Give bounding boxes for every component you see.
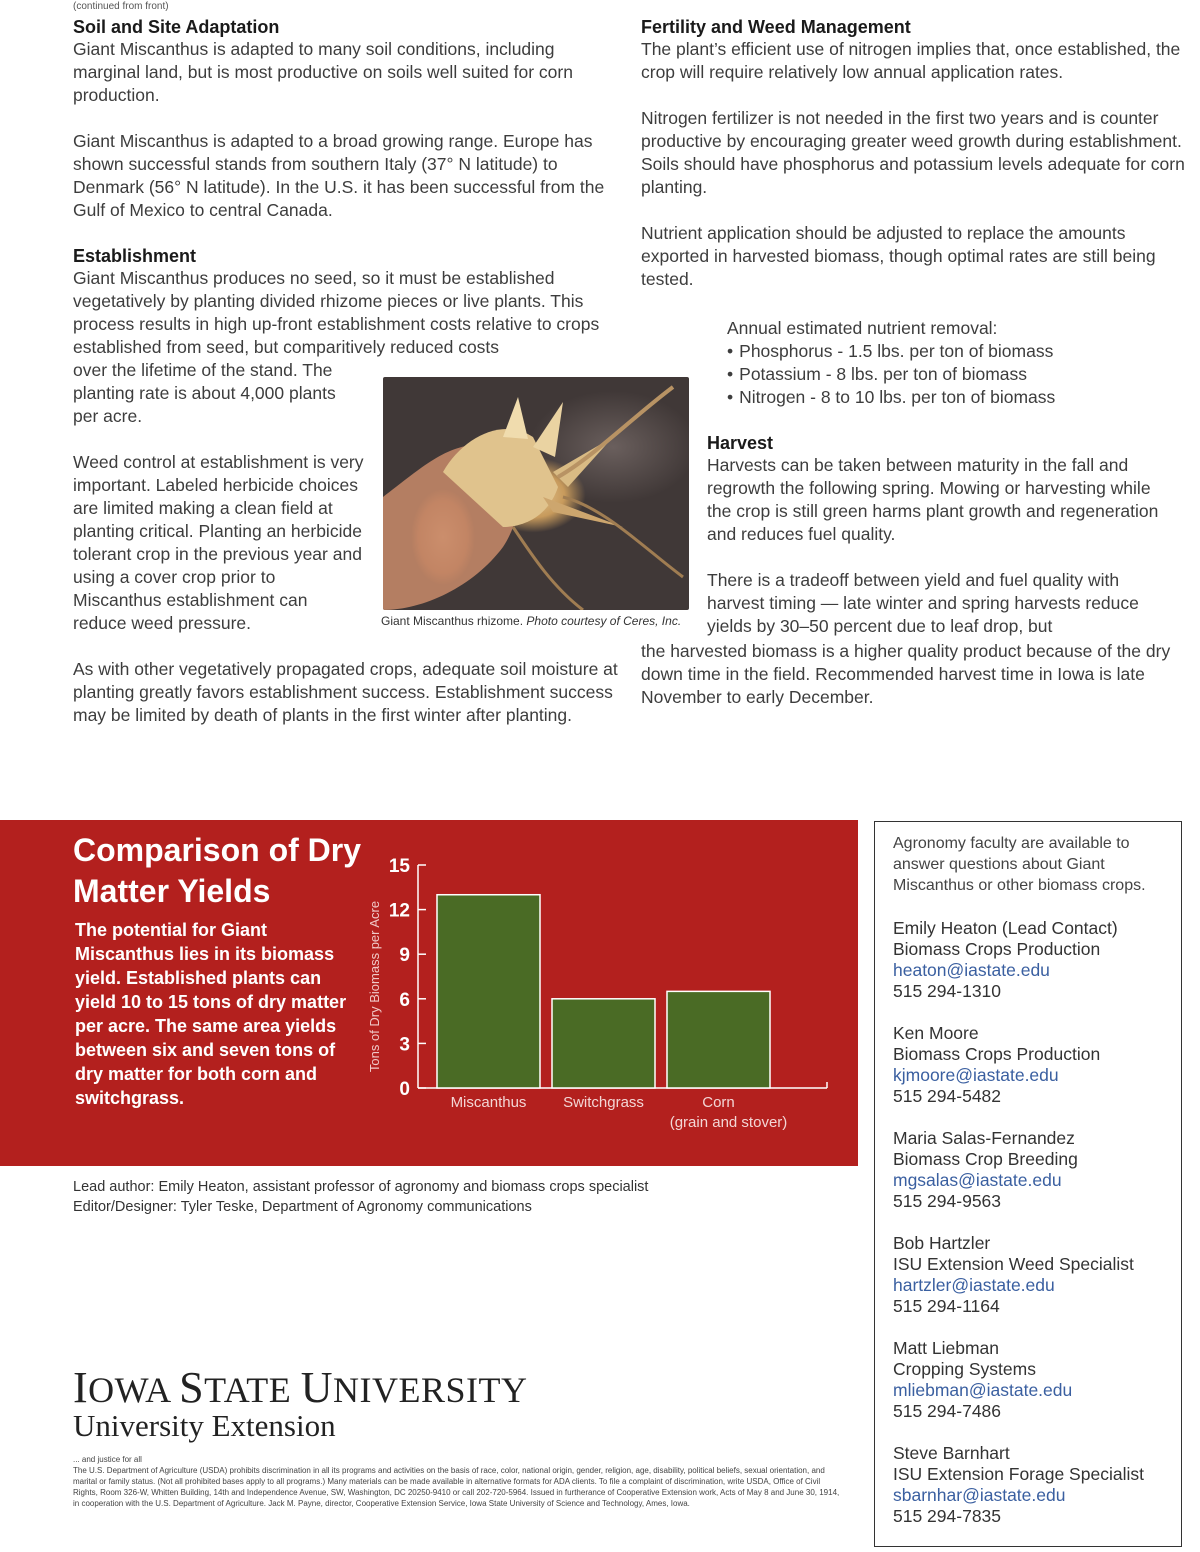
legal-tagline: ... and justice for all [73,1455,142,1464]
contact-email[interactable]: heaton@iastate.edu [893,960,1050,980]
fertility-paragraph-1: The plant’s efficient use of nitrogen implies that, once established, the crop will require relatively low annual application rates. [641,39,1181,82]
contact-card [893,1023,1178,1107]
logo-letters: OWA [88,1370,180,1410]
fertility-paragraph-2: Nitrogen fertilizer is not needed in the first two years and is counter productive by encouraging greater weed growth during establishment. Soils should have phosphorus and potassium levels adequate for corn planting. [641,108,1185,197]
establishment-paragraph-1b: over the lifetime of the stand. The planting rate is about 4,000 plants per acre. [73,360,336,426]
y-tick-label: 3 [399,1034,410,1056]
contact-name: Ken Moore [893,1023,979,1043]
nutrient-list [727,340,1055,409]
establishment-paragraph-1a: Giant Miscanthus produces no seed, so it must be established vegetatively by planting divided rhizome pieces or live plants. This process results in high up-front establishment costs relative to crops established from seed, but comparitively reduced costs [73,268,600,357]
x-category-label: Corn [702,1094,735,1111]
bar [552,999,655,1088]
contact-role: ISU Extension Weed Specialist [893,1254,1134,1274]
contact-name: Emily Heaton (Lead Contact) [893,918,1118,938]
contact-phone: 515 294-1164 [893,1296,1000,1316]
contact-role: Biomass Crops Production [893,1044,1101,1064]
editor-designer: Editor/Designer: Tyler Teske, Department of Agronomy communications [73,1199,532,1215]
contact-phone: 515 294-1310 [893,981,1002,1001]
banner-title: Comparison of Dry Matter Yields [73,832,362,909]
logo-letter: U [300,1363,334,1412]
logo-letters: TATE [204,1370,301,1410]
bar [437,895,540,1088]
rhizome-photo [383,377,689,610]
logo-letters: NIVERSITY [333,1370,528,1410]
soil-paragraph-2: Giant Miscanthus is adapted to a broad growing range. Europe has shown successful stands from southern Italy (37° N latitude) to Denmark (56° N latitude). In the U.S. it has been successful from the Gulf of Mexico to central Canada. [73,131,605,220]
establishment-paragraph-3: As with other vegetatively propagated crops, adequate soil moisture at planting greatly favors establishment success. Establishment success may be limited by death of plants in the first winter after planting. [73,659,618,725]
fertility-paragraph-3: Nutrient application should be adjusted to replace the amounts exported in harvested biomass, though optimal rates are still being tested. [641,223,1156,289]
x-category-sublabel: (grain and stover) [669,1114,788,1131]
soil-paragraph-1: Giant Miscanthus is adapted to many soil conditions, including marginal land, but is most productive on soils well suited for corn production. [73,39,573,105]
y-tick-label: 9 [399,945,410,967]
contact-role: Biomass Crops Production [893,939,1101,959]
yield-bar-chart [360,845,850,1145]
contact-name: Matt Liebman [893,1338,1000,1358]
right-column [641,16,1186,291]
x-category-label: Switchgrass [563,1094,644,1111]
establishment-heading: Establishment [73,246,197,266]
banner-text: The potential for Giant Miscanthus lies in its biomass yield. Established plants can yield 10 to 15 tons of dry matter per acre. The same area yields between six and seven tons of dry matter for both corn and switchgrass. [75,920,347,1108]
caption-text: Giant Miscanthus rhizome. [381,614,524,628]
contact-role: ISU Extension Forage Specialist [893,1464,1144,1484]
contact-email[interactable]: mliebman@iastate.edu [893,1380,1073,1400]
nutrient-item: • Phosphorus - 1.5 lbs. per ton of biomass [727,340,1055,363]
nutrient-item: • Potassium - 8 lbs. per ton of biomass [727,363,1055,386]
legal-notice [73,1454,843,1509]
contact-email[interactable]: kjmoore@iastate.edu [893,1065,1059,1085]
y-tick-label: 6 [399,989,410,1011]
logo-letter: I [73,1363,89,1412]
y-tick-label: 15 [388,856,410,877]
contact-phone: 515 294-9563 [893,1191,1002,1211]
caption-credit: Photo courtesy of Ceres, Inc. [526,614,682,628]
contact-email[interactable]: sbarnhar@iastate.edu [893,1485,1066,1505]
lead-author: Lead author: Emily Heaton, assistant professor of agronomy and biomass crops specialist [73,1179,649,1195]
y-tick-label: 12 [388,900,410,922]
contact-phone: 515 294-7835 [893,1506,1002,1526]
nutrient-title: Annual estimated nutrient removal: [727,318,998,338]
nutrient-item: • Nitrogen - 8 to 10 lbs. per ton of biomass [727,386,1055,409]
soil-heading: Soil and Site Adaptation [73,17,280,37]
harvest-continued [641,640,1186,709]
contact-name: Bob Hartzler [893,1233,991,1253]
contact-card [893,1233,1178,1317]
legal-body: The U.S. Department of Agriculture (USDA) prohibits discrimination in all its programs and activities on the basis of race, color, national origin, gender, religion, age, disability, political beliefs, sexual orientation, and marital or family status. (Not all prohibited bases apply to all programs.) Many materials can be made available in alternative formats for ADA clients. To file a complaint of discrimination, write USDA, Office of Civil Rights, Room 326-W, Whitten Building, 14th and Independence Avenue, SW, Washington, DC 20250-9410 or call 202-720-5964. Issued in furtherance of Cooperative Extension work, Acts of May 8 and June 30, 1914, in cooperation with the U.S. Department of Agriculture. Jack M. Payne, director, Cooperative Extension Service, Iowa State University of Science and Technology, Ames, Iowa. [73,1466,840,1508]
fertility-heading: Fertility and Weed Management [641,17,911,37]
contact-email[interactable]: mgsalas@iastate.edu [893,1170,1062,1190]
contact-card [893,1128,1178,1212]
bar [667,991,770,1088]
contact-role: Cropping Systems [893,1359,1036,1379]
harvest-paragraph-2b: the harvested biomass is a higher quality product because of the dry down time in the field. Recommended harvest time in Iowa is late November to early December. [641,641,1171,707]
harvest-heading: Harvest [707,433,774,453]
contact-card [893,918,1178,1002]
harvest-section [707,432,1177,638]
extension-logo: University Extension [73,1408,336,1443]
y-tick-label: 0 [399,1079,410,1100]
harvest-paragraph-1: Harvests can be taken between maturity in the fall and regrowth the following spring. Mowing or harvesting while the crop is still green harms plant growth and regeneration and reduces fuel quality. [707,455,1159,544]
harvest-paragraph-2a: There is a tradeoff between yield and fuel quality with harvest timing — late winter and spring harvests reduce yields by 30–50 percent due to leaf drop, but [707,570,1139,636]
establishment-paragraph-2: Weed control at establishment is very important. Labeled herbicide choices are limited making a clean field at planting critical. Planting an herbicide tolerant crop in the previous year and using a cover crop prior to Miscanthus establishment can reduce weed pressure. [73,452,364,633]
contact-intro: Agronomy faculty are available to answer questions about Giant Miscanthus or other biomass crops. [893,835,1146,894]
contact-card [893,1338,1178,1422]
contact-role: Biomass Crop Breeding [893,1149,1078,1169]
x-category-label: Miscanthus [450,1094,527,1111]
credits [73,1177,648,1217]
contact-name: Maria Salas-Fernandez [893,1128,1075,1148]
contact-name: Steve Barnhart [893,1443,1010,1463]
photo-caption [381,614,681,628]
continued-note: (continued from front) [73,1,169,12]
y-axis-label: Tons of Dry Biomass per Acre [367,900,382,1073]
rhizome-illustration [383,377,689,610]
logo-letter: S [179,1363,205,1412]
contact-phone: 515 294-5482 [893,1086,1002,1106]
contact-phone: 515 294-7486 [893,1401,1002,1421]
university-logo [73,1362,528,1413]
contact-card [893,1443,1178,1527]
nutrient-removal [727,317,1055,409]
contact-email[interactable]: hartzler@iastate.edu [893,1275,1055,1295]
